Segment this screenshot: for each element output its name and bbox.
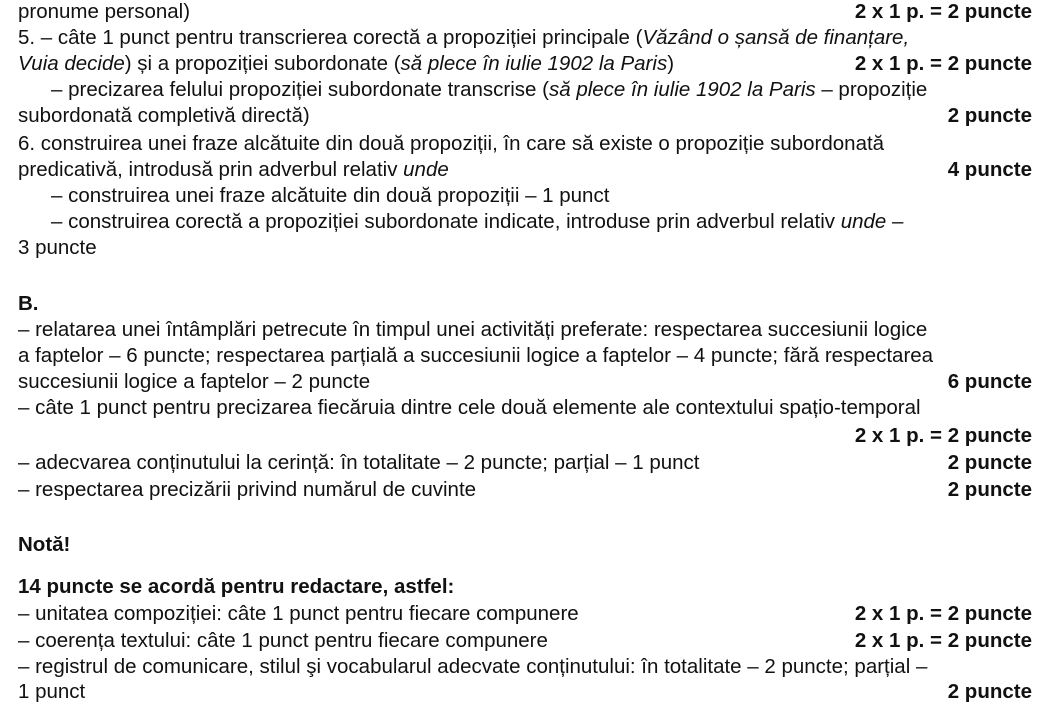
item-5-line: 5. – câte 1 punct pentru transcrierea corectă a propoziției principale (Văzând o șansă de finanțare,	[18, 26, 910, 49]
score: 2 puncte	[947, 104, 1032, 127]
section-b-heading: B.	[18, 292, 39, 315]
score: 2 puncte	[947, 680, 1032, 703]
score: 2 puncte	[947, 451, 1032, 474]
section-b-line-7: – respectarea precizării privind numărul de cuvinte 2 puncte	[18, 478, 1032, 501]
writing-line-1: – unitatea compoziției: câte 1 punct pentru fiecare compunere 2 x 1 p. = 2 puncte	[18, 602, 1032, 625]
section-b-line-2: a faptelor – 6 puncte; respectarea parțială a succesiunii logice a faptelor – 4 puncte; fără respectarea	[18, 344, 934, 367]
section-b-line-5	[18, 423, 1032, 449]
writing-line-3: – registrul de comunicare, stilul şi vocabularul adecvate conținutului: în totalitate – 2 puncte; parțial –	[18, 655, 928, 678]
section-b-line-3: succesiunii logice a faptelor – 2 puncte 6 puncte	[18, 370, 1032, 393]
score: 2 x 1 p. = 2 puncte	[854, 602, 1032, 625]
score: 2 x 1 p. = 2 puncte	[854, 52, 1032, 75]
item-6-subpoint-1: – construirea unei fraze alcătuite din două propoziții – 1 punct	[51, 184, 610, 207]
line-pronume: pronume personal) 2 x 1 p. = 2 puncte	[18, 0, 1032, 23]
item-5-line-2: Vuia decide) și a propoziției subordonate (să plece în iulie 1902 la Paris) 2 x 1 p. = 2 puncte	[18, 52, 1032, 75]
writing-line-2: – coerența textului: câte 1 punct pentru fiecare compunere 2 x 1 p. = 2 puncte	[18, 629, 1032, 652]
item-6-subpoint-2: – construirea corectă a propoziției subordonate indicate, introduse prin adverbul relativ unde –	[51, 210, 904, 233]
section-b-line-6: – adecvarea conținutului la cerință: în totalitate – 2 puncte; parțial – 1 punct 2 puncte	[18, 451, 1032, 474]
item-6-line: 6. construirea unei fraze alcătuite din două propoziții, în care să existe o propoziție subordonată	[18, 132, 885, 155]
item-5-subpoint-2: subordonată completivă directă) 2 puncte	[18, 104, 1032, 127]
score: 2 x 1 p. = 2 puncte	[854, 0, 1032, 23]
item-5-subpoint: – precizarea felului propoziției subordonate transcrise (să plece în iulie 1902 la Paris – propoziție	[51, 78, 928, 101]
score: 2 puncte	[947, 478, 1032, 501]
score: 6 puncte	[947, 370, 1032, 393]
writing-line-4: 1 punct 2 puncte	[18, 680, 1032, 703]
section-b-line-4: – câte 1 punct pentru precizarea fiecăruia dintre cele două elemente ale contextului spațio-temporal	[18, 396, 921, 419]
writing-points-heading: 14 puncte se acordă pentru redactare, astfel:	[18, 575, 455, 598]
score: 4 puncte	[947, 158, 1032, 181]
score: 2 x 1 p. = 2 puncte	[854, 629, 1032, 652]
item-6-line-2: predicativă, introdusă prin adverbul relativ unde 4 puncte	[18, 158, 1032, 181]
section-b-line-1: – relatarea unei întâmplări petrecute în timpul unei activități preferate: respectarea succesiunii logice	[18, 318, 928, 341]
item-6-subpoint-2-cont: 3 puncte	[18, 236, 97, 259]
note-heading: Notă!	[18, 533, 71, 556]
score: 2 x 1 p. = 2 puncte	[854, 424, 1032, 447]
